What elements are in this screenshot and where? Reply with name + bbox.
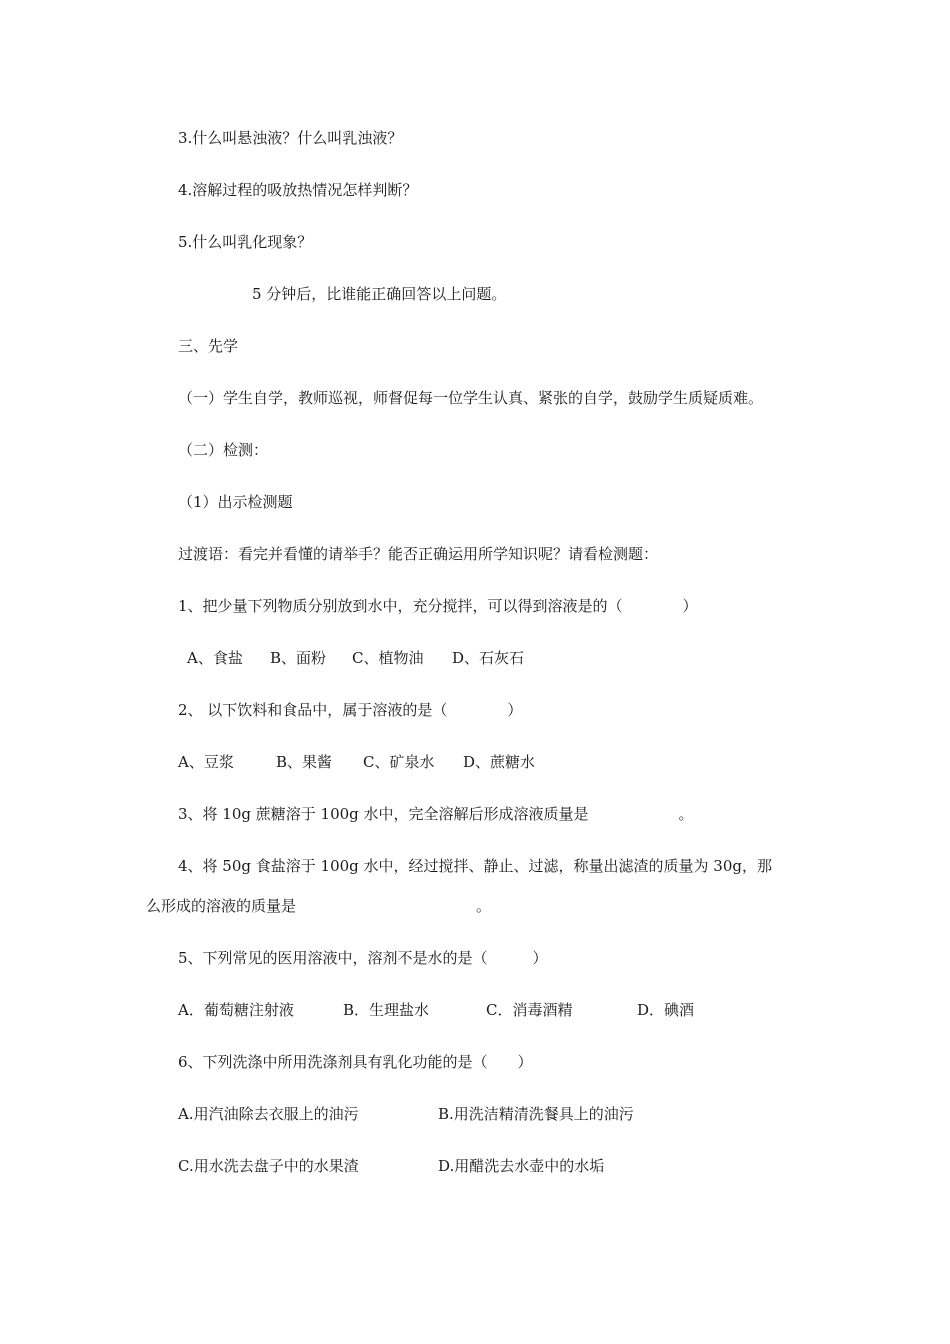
exercise-5: 5、下列常见的医用溶液中，溶剂不是水的是（ ）	[178, 949, 548, 967]
section-heading-3: 三、先学	[178, 337, 239, 355]
exercise-2-option-d: D、蔗糖水	[463, 753, 536, 771]
exercise-1-option-c: C、植物油	[352, 649, 424, 667]
exercise-6-option-c: C.用水洗去盘子中的水果渣	[178, 1157, 359, 1175]
exercise-5-option-c: C．消毒酒精	[486, 1001, 573, 1019]
exercise-2-option-b: B、果酱	[276, 753, 333, 771]
exercise-6-option-a: A.用汽油除去衣服上的油污	[178, 1105, 359, 1123]
exercise-4-line-2: 么形成的溶液的质量是 。	[146, 897, 492, 915]
exercise-2-option-a: A、豆浆	[178, 753, 234, 771]
subsection-2: （二）检测：	[178, 441, 269, 459]
transition-text: 过渡语：看完并看懂的请举手？能否正确运用所学知识呢？请看检测题：	[178, 545, 659, 563]
question-5: 5.什么叫乳化现象？	[178, 233, 313, 251]
exercise-6-option-d: D.用醋洗去水壶中的水垢	[438, 1157, 605, 1175]
subsection-1: （一）学生自学，教师巡视，师督促每一位学生认真、紧张的自学，鼓励学生质疑质难。	[178, 389, 764, 407]
exercise-5-option-d: D．碘酒	[637, 1001, 695, 1019]
exercise-6-option-b: B.用洗洁精清洗餐具上的油污	[438, 1105, 634, 1123]
exercise-3: 3、将 10g 蔗糖溶于 100g 水中，完全溶解后形成溶液质量是 。	[178, 805, 694, 823]
exercise-5-option-a: A．葡萄糖注射液	[178, 1001, 294, 1019]
exercise-2: 2、 以下饮料和食品中，属于溶液的是（ ）	[178, 701, 523, 719]
exercise-1: 1、把少量下列物质分别放到水中，充分搅拌，可以得到溶液是的（ ）	[178, 597, 698, 615]
exercise-1-option-d: D、石灰石	[452, 649, 525, 667]
question-3: 3.什么叫悬浊液？什么叫乳浊液？	[178, 129, 403, 147]
exercise-2-option-c: C、矿泉水	[363, 753, 435, 771]
subsection-2-1: （1）出示检测题	[178, 493, 293, 511]
exercise-6: 6、下列洗涤中所用洗涤剂具有乳化功能的是（ ）	[178, 1053, 533, 1071]
question-4: 4.溶解过程的吸放热情况怎样判断？	[178, 181, 418, 199]
exercise-1-option-b: B、面粉	[270, 649, 327, 667]
exercise-5-option-b: B．生理盐水	[343, 1001, 430, 1019]
exercise-1-option-a: A、食盐	[187, 649, 243, 667]
exercise-4-line-1: 4、将 50g 食盐溶于 100g 水中，经过搅拌、静止、过滤，称量出滤渣的质量为 30g，那	[178, 857, 772, 875]
five-minute-note: 5 分钟后，比谁能正确回答以上问题。	[252, 285, 507, 303]
